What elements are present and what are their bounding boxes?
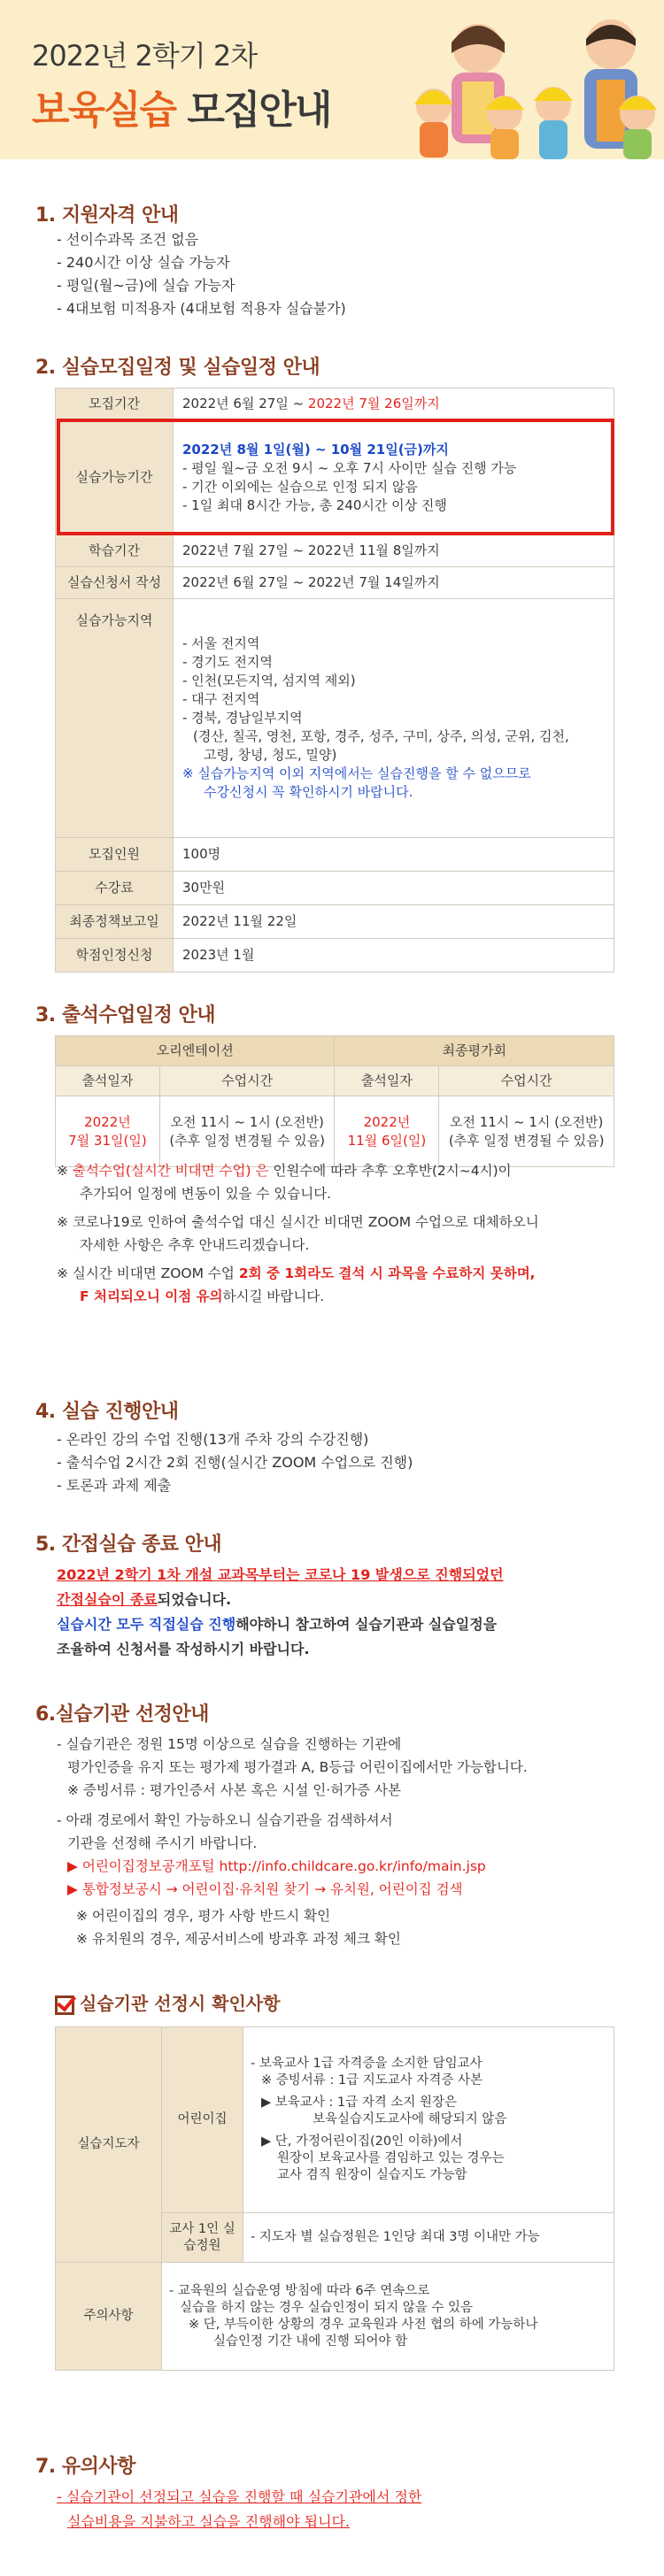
row-label: 교사 1인 실습정원 — [162, 2213, 243, 2263]
row-label: 실습신청서 작성 — [56, 567, 174, 599]
section-1-title: 1. 지원자격 안내 — [35, 204, 179, 227]
highlight-box — [57, 419, 614, 535]
header-title: 보육실습 모집안내 — [32, 88, 331, 133]
institution-check-table — [55, 2026, 614, 2371]
row-value: 2022년 8월 1일(월) ~ 10월 21일(금)까지 - 평일 월~금 오전 9시 ~ 오후 7시 사이만 실습 진행 가능 - 기간 이외에는 실습으로 인정 되지 않음 - 1일 최대 8시간 가능, 총 240시간 이상 진행 — [174, 420, 614, 535]
section-6-title: 6.실습기관 선정안내 — [35, 1703, 209, 1726]
children-illustration-icon — [328, 0, 664, 159]
list-item: - 4대보험 미적용자 (4대보험 적용자 실습불가) — [57, 297, 346, 320]
row-value: 2022년 11월 22일 — [174, 905, 614, 939]
section-5-title: 5. 간접실습 종료 안내 — [35, 1534, 222, 1556]
section-5-body: 2022년 2학기 1차 개설 교과목부터는 코로나 19 발생으로 진행되었던 간접실습이 종료되었습니다. 실습시간 모두 직접실습 진행해야하니 참고하여 실습기관과 실습일정을 조율하여 신청서를 작성하시기 바랍니다. — [57, 1566, 504, 1657]
row-value: 2022년 6월 27일 ~ 2022년 7월 14일까지 — [174, 567, 614, 599]
list-item: - 평일(월~금)에 실습 가능자 — [57, 274, 346, 297]
row-value: - 지도자 별 실습정원은 1인당 최대 3명 이내만 가능 — [243, 2213, 614, 2263]
header-orientation: 오리엔테이션 — [56, 1036, 335, 1066]
list-item: - 온라인 강의 수업 진행(13개 주차 강의 수강진행) — [57, 1428, 413, 1451]
search-path-link[interactable]: ▶ 통합정보공시 → 어린이집·유치원 찾기 → 유치원, 어린이집 검색 — [67, 1881, 463, 1897]
row-value: - 교육원의 실습운영 방침에 따라 6주 연속으로 실습을 하지 않는 경우 실습인정이 되지 않을 수 있음 ※ 단, 부득이한 상황의 경우 교육원과 사전 협의 하에 가능하나 실습인정 기간 내에 진행 되어야 함 — [162, 2263, 614, 2371]
attendance-notes — [57, 1159, 632, 1313]
section-4-title: 4. 실습 진행안내 — [35, 1401, 179, 1423]
note-item: ※ 출석수업(실시간 비대면 수업) 은 인원수에 따라 추후 오후반(2시~4시)이 추가되어 일정에 변동이 있을 수 있습니다. — [57, 1163, 512, 1202]
list-item: - 선이수과목 조건 없음 — [57, 228, 346, 251]
list-item: - 출석수업 2시간 2회 진행(실시간 ZOOM 수업으로 진행) — [57, 1451, 413, 1474]
header-banner — [0, 0, 664, 159]
portal-link[interactable]: ▶ 어린이집정보공개포털 http://info.childcare.go.kr/info/main.jsp — [67, 1858, 486, 1874]
row-label: 실습가능기간 — [56, 420, 174, 535]
row-label: 학습기간 — [56, 535, 174, 567]
row-label: 모집인원 — [56, 838, 174, 872]
row-label: 주의사항 — [56, 2263, 162, 2371]
note-item: ※ 코로나19로 인하여 출석수업 대신 실시간 비대면 ZOOM 수업으로 대체하오니 자세한 사항은 추후 안내드리겠습니다. — [57, 1214, 539, 1253]
row-value: - 서울 전지역 - 경기도 전지역 - 인천(모든지역, 섬지역 제외) - 대구 전지역 - 경북, 경남일부지역 (경산, 칠곡, 영천, 포항, 경주, 성주, 구미, 상주, 의성, 군위, 김천, 고령, 창녕, 청도, 밀양) ※ 실습가능지역 이외 지역에서는 실습진행을 할 수 없으므로 수강신청시 꼭 확인하시기 바랍니다. — [174, 599, 614, 838]
section-7-title: 7. 유의사항 — [35, 2456, 135, 2478]
table-cell: 오전 11시 ~ 1시 (오전반) (추후 일정 변경될 수 있음) — [439, 1096, 614, 1167]
col-header: 수업시간 — [439, 1066, 614, 1096]
row-label: 실습가능지역 — [56, 599, 174, 838]
row-value: 2023년 1월 — [174, 939, 614, 973]
section-4-list — [57, 1428, 413, 1497]
subsection-title: 실습기관 선정시 확인사항 — [55, 1989, 280, 2015]
col-header: 수업시간 — [159, 1066, 335, 1096]
attendance-table — [55, 1035, 614, 1167]
row-value: 2022년 6월 27일 ~ 2022년 7월 26일까지 — [174, 388, 614, 420]
table-cell: 2022년 7월 31일(일) — [56, 1096, 160, 1167]
section-3-title: 3. 출석수업일정 안내 — [35, 1004, 215, 1027]
table-cell: 2022년 11월 6일(일) — [335, 1096, 439, 1167]
header-subtitle: 2022년 2학기 2차 — [32, 39, 258, 73]
note-item: ※ 실시간 비대면 ZOOM 수업 2회 중 1회라도 결석 시 과목을 수료하지 못하며, F 처리되오니 이점 유의하시길 바랍니다. — [57, 1265, 536, 1304]
row-value: 30만원 — [174, 872, 614, 905]
row-label: 수강료 — [56, 872, 174, 905]
row-value: 2022년 7월 27일 ~ 2022년 11월 8일까지 — [174, 535, 614, 567]
col-header: 출석일자 — [335, 1066, 439, 1096]
checkbox-icon — [55, 1995, 74, 2015]
row-label: 최종정책보고일 — [56, 905, 174, 939]
row-label: 학점인정신청 — [56, 939, 174, 973]
section-2-title: 2. 실습모집일정 및 실습일정 안내 — [35, 357, 320, 379]
section-6-body: - 실습기관은 정원 15명 이상으로 실습을 진행하는 기관에 평가인증을 유지 또는 평가제 평가결과 A, B등급 어린이집에서만 가능합니다. ※ 증빙서류 : 평가인증서 사본 혹은 시설 인·허가증 사본 - 아래 경로에서 확인 가능하오니 실습기관을 검색하셔서 기관을 선정해 주시기 바랍니다. ▶ 어린이집정보공개포털 http://info.childcare.go.kr/info/main.jsp ▶ 통합정보공시 → 어린이집·유치원 찾기 → 유치원, 어린이집 검색 ※ 어린이집의 경우, 평가 사항 반드시 확인 ※ 유치원의 경우, 제공서비스에 방과후 과정 체크 확인 — [57, 1733, 632, 1950]
row-value: 100명 — [174, 838, 614, 872]
list-item: - 240시간 이상 실습 가능자 — [57, 251, 346, 274]
section-7-body: - 실습기관이 선정되고 실습을 진행할 때 실습기관에서 정한 실습비용을 지불하고 실습을 진행해야 됩니다. — [57, 2488, 422, 2530]
row-label: 실습지도자 — [56, 2027, 162, 2263]
col-header: 출석일자 — [56, 1066, 160, 1096]
header-final-eval: 최종평가회 — [335, 1036, 614, 1066]
table-cell: 오전 11시 ~ 1시 (오전반) (추후 일정 변경될 수 있음) — [159, 1096, 335, 1167]
row-label: 모집기간 — [56, 388, 174, 420]
list-item: - 토론과 과제 제출 — [57, 1474, 413, 1497]
row-value: - 보육교사 1급 자격증을 소지한 담임교사 ※ 증빙서류 : 1급 지도교사 자격증 사본 ▶ 보육교사 : 1급 자격 소지 원장은 보육실습지도교사에 해당되지 않음 ▶ 단, 가정어린이집(20인 이하)에서 원장이 보육교사를 겸임하고 있는 경우는 교사 겸직 원장이 실습지도 가능함 — [243, 2027, 614, 2213]
row-label: 어린이집 — [162, 2027, 243, 2213]
section-1-list — [57, 228, 346, 320]
